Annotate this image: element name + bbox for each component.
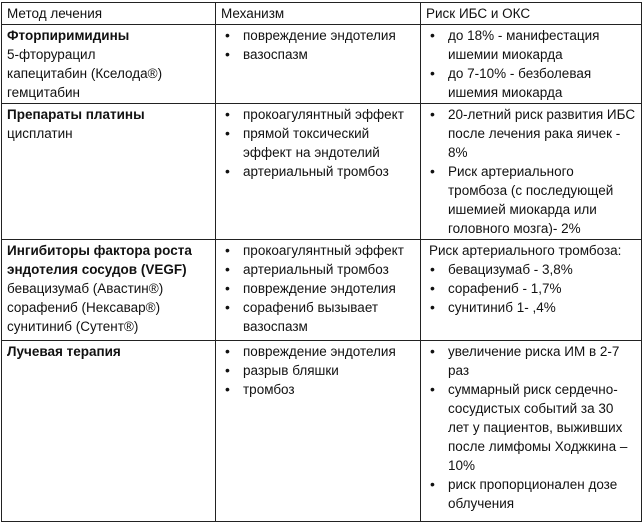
mechanism-item: • повреждение эндотелия: [243, 26, 415, 45]
table-row: [2, 25, 642, 104]
header-risk: Риск ИБС и ОКС: [421, 3, 642, 25]
mechanism-cell: [216, 240, 421, 341]
drug-name: гемцитабин: [7, 85, 80, 100]
method-cell: [2, 341, 216, 522]
risk-item: • до 7-10% - безболевая ишемия миокарда: [448, 64, 636, 102]
mechanism-item: • разрыв бляшки: [243, 361, 415, 380]
table-row: [2, 341, 642, 522]
mechanism-item: • сорафениб вызывает вазоспазм: [243, 298, 415, 336]
risk-cell: [421, 240, 642, 341]
mechanism-item: • артериальный тромбоз: [243, 162, 415, 181]
table-row: [2, 104, 642, 240]
risk-item: • увеличение риска ИМ в 2-7 раз: [448, 342, 636, 380]
drug-name: сорафениб (Нексавар®): [7, 300, 161, 315]
treatment-risk-table: [1, 2, 642, 522]
risk-item: • сунитиниб 1- ,4%: [448, 298, 636, 317]
risk-cell: [421, 341, 642, 522]
risk-item: • 20-летний риск развития ИБС после лечения рака яичек - 8%: [448, 105, 636, 162]
drug-name: 5-фторурацил: [7, 47, 96, 62]
header-row: [2, 3, 642, 25]
drug-name: бевацизумаб (Авастин®): [7, 281, 164, 296]
mechanism-item: • тромбоз: [243, 380, 415, 399]
table-row: [2, 240, 642, 341]
risk-item: • риск пропорционален дозе облучения: [448, 475, 636, 513]
mechanism-cell: [216, 341, 421, 522]
risk-item: • бевацизумаб - 3,8%: [448, 260, 636, 279]
mechanism-item: • прямой токсический эффект на эндотелий: [243, 124, 415, 162]
risk-cell: [421, 104, 642, 240]
risk-item: • суммарный риск сердечно-сосудистых событий за 30 лет у пациентов, выживших после лимфомы Ходжкина – 10%: [448, 380, 636, 475]
risk-intro: Риск артериального тромбоза:: [429, 243, 622, 258]
mechanism-item: • повреждение эндотелия: [243, 342, 415, 361]
mechanism-item: • прокоагулянтный эффект: [243, 105, 415, 124]
method-title: Фторпиримидины: [7, 28, 130, 43]
mechanism-item: • прокоагулянтный эффект: [243, 241, 415, 260]
method-cell: [2, 25, 216, 104]
header-mechanism: Механизм: [216, 3, 421, 25]
header-method: Метод лечения: [2, 3, 216, 25]
mechanism-item: • повреждение эндотелия: [243, 279, 415, 298]
mechanism-cell: [216, 25, 421, 104]
drug-name: цисплатин: [7, 126, 73, 141]
method-cell: [2, 104, 216, 240]
mechanism-cell: [216, 104, 421, 240]
method-cell: [2, 240, 216, 341]
method-title: Лучевая терапия: [7, 344, 121, 359]
risk-item: • до 18% - манифестация ишемии миокарда: [448, 26, 636, 64]
drug-name: капецитабин (Кселода®): [7, 66, 163, 81]
risk-item: • сорафениб - 1,7%: [448, 279, 636, 298]
drug-name: сунитиниб (Сутент®): [7, 319, 139, 334]
mechanism-item: • вазоспазм: [243, 45, 415, 64]
method-title: Ингибиторы фактора роста эндотелия сосудов (VEGF): [7, 243, 192, 277]
mechanism-item: • артериальный тромбоз: [243, 260, 415, 279]
method-title: Препараты платины: [7, 107, 145, 122]
risk-cell: [421, 25, 642, 104]
risk-item: • Риск артериального тромбоза (с последующей ишемией миокарда или головного мозга)- 2%: [448, 162, 636, 238]
